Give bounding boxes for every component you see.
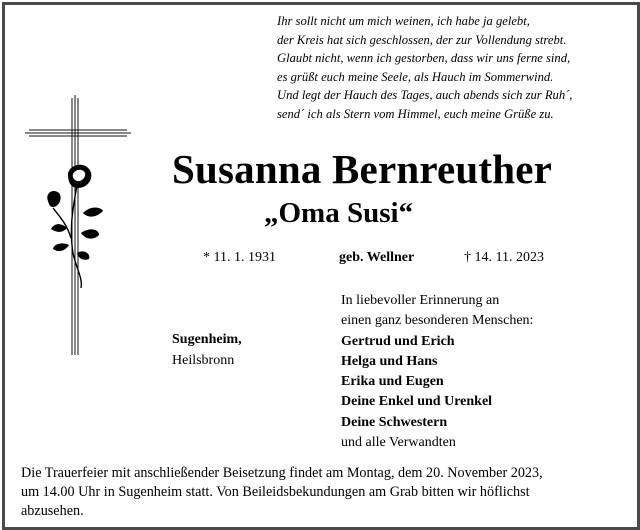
death-date: † 14. 11. 2023 [464, 250, 544, 265]
poem-line: der Kreis hat sich geschlossen, der zur Vollendung strebt. [277, 32, 567, 47]
mourner-name: Erika und Eugen [341, 374, 444, 390]
footer-line: Die Trauerfeier mit anschließender Beisetzung findet am Montag, dem 20. November 2023, [21, 465, 543, 481]
funeral-notice-text [21, 464, 631, 521]
place-town-secondary: Heilsbronn [172, 352, 235, 368]
place-block [172, 330, 242, 371]
deceased-name: Susanna Bernreuther [172, 146, 553, 192]
poem-line: Glaubt nicht, wenn ich gestorben, dass wir uns ferne sind, [277, 51, 571, 66]
obituary-notice [2, 2, 640, 530]
place-town: Sugenheim, [172, 332, 242, 347]
mourner-name: Deine Schwestern [341, 414, 448, 430]
memorial-poem [277, 12, 627, 124]
mourner-name: Helga und Hans [341, 353, 438, 369]
mourners-closing: und alle Verwandten [341, 435, 456, 451]
poem-line: Und legt der Hauch des Tages, auch abends sich zur Ruh´, [277, 88, 573, 103]
poem-line: Ihr sollt nicht um mich weinen, ich habe ja gelebt, [277, 14, 530, 28]
mourners-block [341, 291, 533, 453]
mourners-intro-line: einen ganz besonderen Menschen: [341, 313, 534, 329]
birth-date: * 11. 1. 1931 [203, 250, 276, 265]
mourners-intro-line: In liebevoller Erinnerung an [341, 293, 500, 308]
mourner-name: Deine Enkel und Urenkel [341, 394, 493, 410]
birth-name: geb. Wellner [339, 250, 415, 265]
poem-line: send´ ich als Stern vom Himmel, euch meine Grüße zu. [277, 106, 554, 121]
footer-line: abzusehen. [21, 503, 84, 519]
poem-line: es grüßt euch meine Seele, als Hauch im Sommerwind. [277, 69, 554, 84]
cross-with-rose-icon [23, 93, 133, 355]
mourner-name: Gertrud und Erich [341, 333, 455, 349]
footer-line: um 14.00 Uhr in Sugenheim statt. Von Beileidsbekundungen am Grab bitten wir höflichst [21, 484, 530, 500]
deceased-nickname: „Oma Susi“ [264, 197, 414, 229]
